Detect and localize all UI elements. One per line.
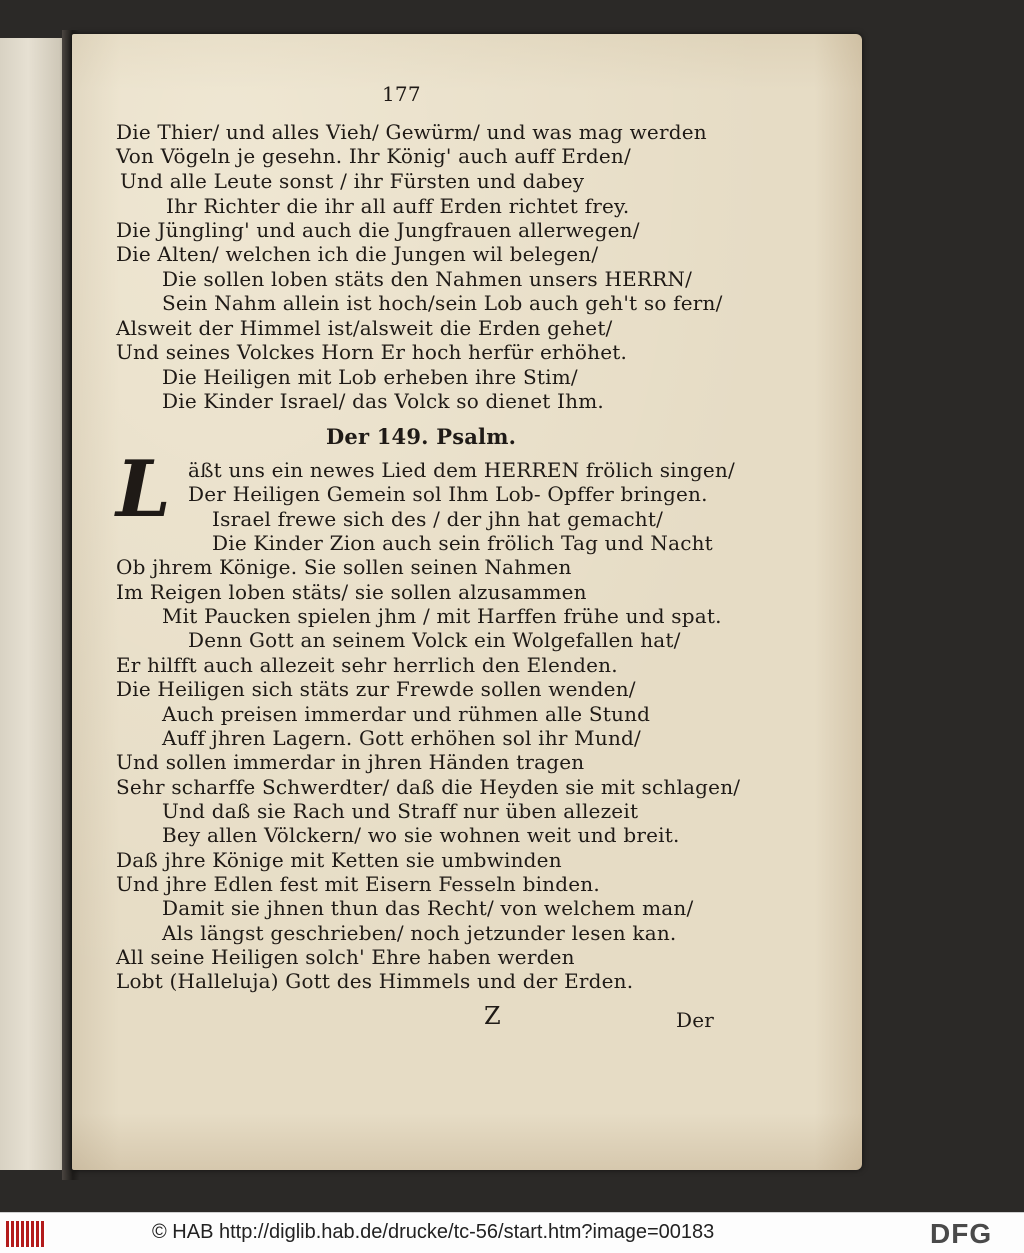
verse-line: Die Heiligen mit Lob erheben ihre Stim/ [162,365,578,389]
verse-line: Und sollen immerdar in jhren Händen tragen [116,750,585,774]
verse-line: Alsweit der Himmel ist/alsweit die Erden gehet/ [116,316,613,340]
drop-cap-initial: L [116,444,171,535]
page-number: 177 [382,82,421,106]
verse-line: äßt uns ein newes Lied dem HERREN frölich singen/ [188,458,735,482]
verse-line: Die Kinder Israel/ das Volck so dienet Ihm. [162,389,604,413]
verse-line: Als längst geschrieben/ noch jetzunder lesen kan. [162,921,677,945]
verse-line: Die Alten/ welchen ich die Jungen wil belegen/ [116,242,599,266]
verse-line: Bey allen Völckern/ wo sie wohnen weit und breit. [162,823,680,847]
verse-line: Und daß sie Rach und Straff nur üben allezeit [162,799,639,823]
verse-line: Mit Paucken spielen jhm / mit Harffen frühe und spat. [162,604,722,628]
verse-line: Und jhre Edlen fest mit Eisern Fesseln binden. [116,872,600,896]
verse-line: All seine Heiligen solch' Ehre haben werden [116,945,575,969]
verse-line: Auch preisen immerdar und rühmen alle Stund [162,702,651,726]
verse-line: Die Thier/ und alles Vieh/ Gewürm/ und was mag werden [116,120,707,144]
footer-bar [0,1212,1024,1253]
verse-line: Ob jhrem Könige. Sie sollen seinen Nahmen [116,555,572,579]
hab-logo-icon [6,1221,46,1247]
verse-line: Im Reigen loben stäts/ sie sollen alzusammen [116,580,587,604]
verse-line: Daß jhre Könige mit Ketten sie umbwinden [116,848,562,872]
verse-line: Denn Gott an seinem Volck ein Wolgefallen hat/ [188,628,681,652]
book-page [72,34,862,1170]
verse-line: Und alle Leute sonst / ihr Fürsten und dabey [120,169,585,193]
verse-line: Der Heiligen Gemein sol Ihm Lob- Opffer bringen. [188,482,708,506]
printer-signature-mark: Z [484,1002,501,1030]
verse-line: Die Kinder Zion auch sein frölich Tag und Nacht [212,531,713,555]
verse-line: Sehr scharffe Schwerdter/ daß die Heyden sie mit schlagen/ [116,775,741,799]
verse-line: Lobt (Halleluja) Gott des Himmels und der Erden. [116,969,634,993]
verse-line: Und seines Volckes Horn Er hoch herfür erhöhet. [116,340,628,364]
verse-line: Die sollen loben stäts den Nahmen unsers HERRN/ [162,267,693,291]
copyright-url[interactable]: © HAB http://diglib.hab.de/drucke/tc-56/start.htm?image=00183 [152,1221,715,1243]
dfg-logo: DFG [930,1218,993,1249]
verse-line: Von Vögeln je gesehn. Ihr König' auch auff Erden/ [116,144,631,168]
verse-line: Die Jüngling' und auch die Jungfrauen allerwegen/ [116,218,640,242]
verse-line: Damit sie jhnen thun das Recht/ von welchem man/ [162,896,694,920]
verse-line: Die Heiligen sich stäts zur Frewde sollen wenden/ [116,677,636,701]
verse-line: Sein Nahm allein ist hoch/sein Lob auch geh't so fern/ [162,291,723,315]
verse-line: Israel frewe sich des / der jhn hat gemacht/ [212,507,664,531]
verse-line: Auff jhren Lagern. Gott erhöhen sol ihr Mund/ [162,726,641,750]
psalm-heading: Der 149. Psalm. [326,424,517,449]
verse-line: Ihr Richter die ihr all auff Erden richtet frey. [166,194,630,218]
verse-line: Er hilfft auch allezeit sehr herrlich den Elenden. [116,653,618,677]
previous-page-edge [0,38,70,1170]
catchword: Der [676,1008,715,1032]
